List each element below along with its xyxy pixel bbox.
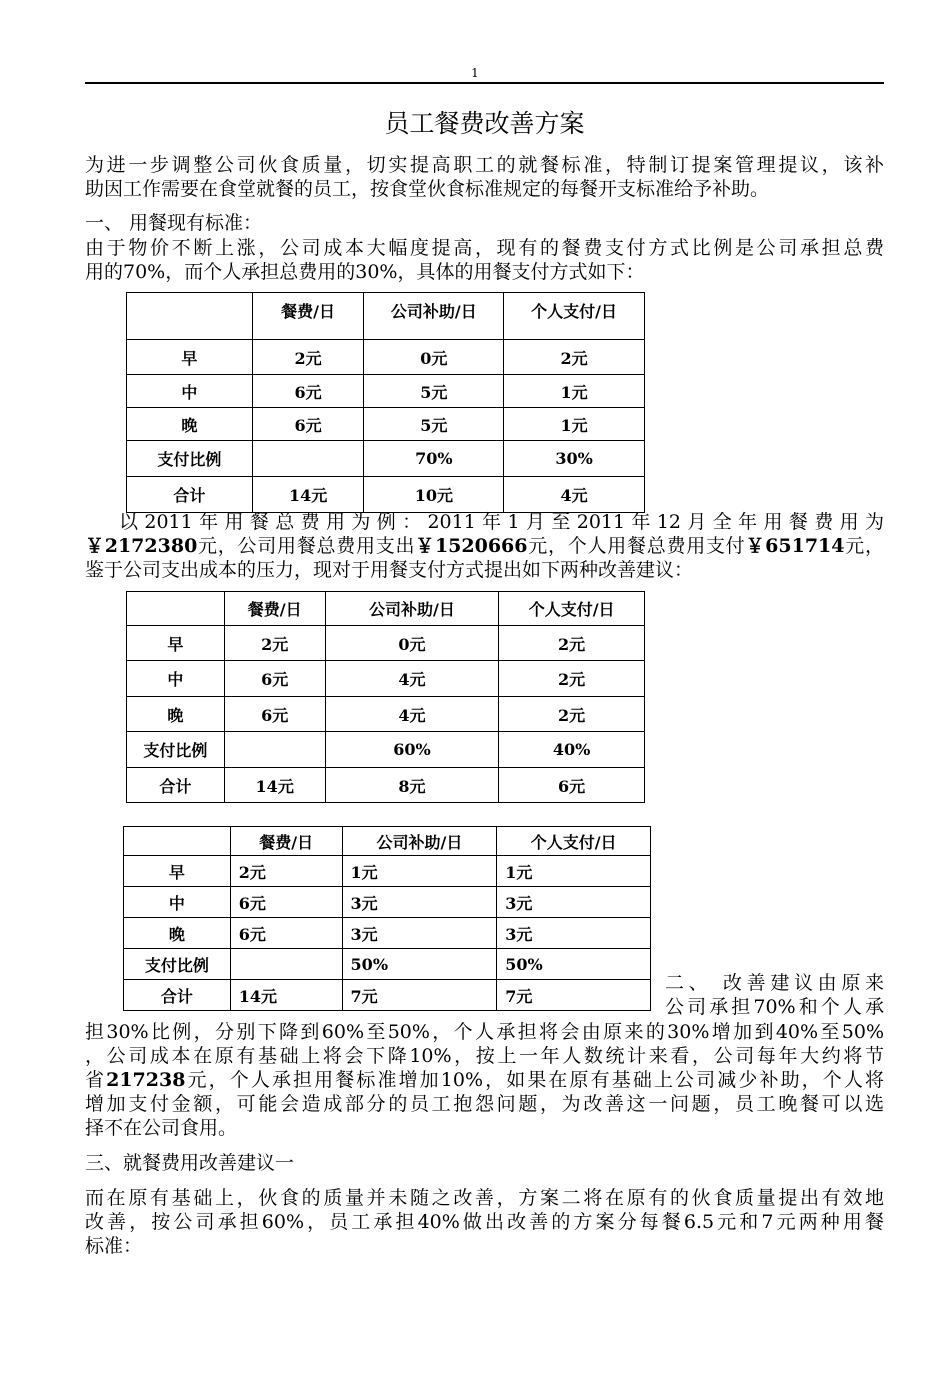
- table-cell: 6元: [252, 375, 364, 408]
- table-cell: 5元: [364, 408, 504, 441]
- table-cell: 晚: [127, 697, 225, 732]
- table-cell: 公司补助/日: [325, 592, 499, 626]
- section3-line-2: 改善，按公司承担60%，员工承担40%做出改善的方案分每餐6.5元和7元两种用餐: [85, 1211, 884, 1233]
- table-row: [127, 661, 645, 697]
- table-cell: 中: [127, 375, 253, 408]
- table-cell: [124, 827, 231, 856]
- table-row: [127, 375, 645, 408]
- table-cell: 50%: [497, 949, 651, 980]
- table-cell: [127, 293, 253, 340]
- text-span: 元，公司用餐总费用支出: [197, 535, 416, 557]
- table-cell: 14元: [224, 768, 325, 803]
- table-cell: 6元: [499, 768, 645, 803]
- table-cell: 公司补助/日: [364, 293, 504, 340]
- table-header-row: [127, 592, 645, 626]
- table-row: [124, 887, 651, 918]
- table-cell: 2元: [504, 340, 645, 375]
- meal-table-proposal-50: [123, 826, 651, 1011]
- text-span: 元，个人用餐总费用支付: [527, 535, 746, 557]
- para2-line-1: 以2011年用餐总费用为例：2011年1月至2011年12月全年用餐费用为: [119, 511, 884, 533]
- table-cell: 合计: [127, 477, 253, 513]
- table-cell: 5元: [364, 375, 504, 408]
- table-cell: 7元: [497, 980, 651, 1011]
- table-cell: [252, 441, 364, 477]
- table-cell: 餐费/日: [252, 293, 364, 340]
- table-row: [124, 949, 651, 980]
- para2-line-2: [85, 534, 884, 558]
- savings-amount: 217238: [106, 1069, 186, 1091]
- table-cell: 70%: [364, 441, 504, 477]
- table-cell: 3元: [342, 918, 497, 949]
- table-header-row: [127, 293, 645, 340]
- table-row: [124, 980, 651, 1011]
- header-rule: [85, 82, 884, 84]
- section3-line-1: 而在原有基础上，伙食的质量并未随之改善，方案二将在原有的伙食质量提出有效地: [85, 1187, 884, 1209]
- table-row: [127, 732, 645, 768]
- table-cell: 早: [127, 340, 253, 375]
- table-row: [127, 768, 645, 803]
- text-span: 省: [85, 1069, 107, 1091]
- section1-heading: 一、 用餐现有标准：: [85, 212, 263, 234]
- section3-line-3: 标准：: [85, 1235, 143, 1257]
- document-title: 员工餐费改善方案: [384, 109, 585, 138]
- para2-line-3: 鉴于公司支出成本的压力，现对于用餐支付方式提出如下两种改善建议：: [85, 559, 694, 581]
- table-cell: 早: [127, 626, 225, 661]
- table-cell: 1元: [497, 856, 651, 887]
- table-row: [127, 340, 645, 375]
- table-cell: 晚: [127, 408, 253, 441]
- intro-line-1: 为进一步调整公司伙食质量，切实提高职工的就餐标准，特制订提案管理提议，该补: [85, 154, 884, 176]
- table-cell: 支付比例: [127, 441, 253, 477]
- section2-side-line-2: 公司承担70%和个人承: [665, 996, 884, 1018]
- section2-line-4: 增加支付金额，可能会造成部分的员工抱怨问题，为改善这一问题，员工晚餐可以选: [85, 1093, 884, 1115]
- table-cell: 6元: [252, 408, 364, 441]
- table-cell: 6元: [224, 661, 325, 697]
- section2-side-line-1: 二、 改善建议由原来: [665, 972, 884, 994]
- table-cell: 3元: [497, 887, 651, 918]
- table-cell: 3元: [342, 887, 497, 918]
- section2-line-2: ，公司成本在原有基础上将会下降10%，按上一年人数统计来看，公司每年大约将节: [85, 1045, 884, 1067]
- table-row: [127, 441, 645, 477]
- table-cell: 2元: [230, 856, 342, 887]
- table-cell: 40%: [499, 732, 645, 768]
- table-cell: 中: [127, 661, 225, 697]
- table-cell: 合计: [124, 980, 231, 1011]
- table-cell: [230, 949, 342, 980]
- table-cell: 1元: [504, 375, 645, 408]
- personal-amount: ￥651714: [745, 535, 845, 557]
- table-row: [127, 477, 645, 513]
- text-span: 元，个人承担用餐标准增加10%，如果在原有基础上公司减少补助，个人将: [185, 1069, 884, 1091]
- section2-line-5: 择不在公司食用。: [85, 1117, 238, 1139]
- table-cell: 个人支付/日: [504, 293, 645, 340]
- table-cell: 4元: [325, 661, 499, 697]
- table-cell: 3元: [497, 918, 651, 949]
- meal-table-current: [126, 292, 645, 513]
- table-cell: 14元: [252, 477, 364, 513]
- table-cell: 中: [124, 887, 231, 918]
- table-cell: 14元: [230, 980, 342, 1011]
- table-cell: 6元: [230, 918, 342, 949]
- table-cell: 1元: [342, 856, 497, 887]
- table-cell: 2元: [224, 626, 325, 661]
- table-cell: 4元: [325, 697, 499, 732]
- table-cell: 60%: [325, 732, 499, 768]
- table-cell: 6元: [230, 887, 342, 918]
- table-cell: [127, 592, 225, 626]
- table-row: [124, 856, 651, 887]
- table-cell: 0元: [325, 626, 499, 661]
- table-cell: 餐费/日: [230, 827, 342, 856]
- table-row: [127, 697, 645, 732]
- table-cell: 2元: [499, 626, 645, 661]
- table-cell: 8元: [325, 768, 499, 803]
- table-row: [127, 408, 645, 441]
- intro-line-2: 助因工作需要在食堂就餐的员工，按食堂伙食标准规定的每餐开支标准给予补助。: [85, 178, 770, 200]
- table-cell: 2元: [252, 340, 364, 375]
- table-cell: 支付比例: [127, 732, 225, 768]
- table-cell: 晚: [124, 918, 231, 949]
- table-cell: 10元: [364, 477, 504, 513]
- table-cell: 1元: [504, 408, 645, 441]
- meal-table-proposal-60: [126, 591, 645, 803]
- company-amount: ￥1520666: [415, 535, 528, 557]
- table-cell: 个人支付/日: [499, 592, 645, 626]
- table-cell: 6元: [224, 697, 325, 732]
- section3-heading: 三、就餐费用改善建议一: [85, 1152, 295, 1174]
- section2-line-3: [85, 1068, 884, 1092]
- section2-line-1: 担30%比例，分别下降到60%至50%，个人承担将会由原来的30%增加到40%至50%: [85, 1021, 884, 1043]
- section1-line-1: 由于物价不断上涨，公司成本大幅度提高，现有的餐费支付方式比例是公司承担总费: [85, 237, 884, 259]
- table-cell: 4元: [504, 477, 645, 513]
- total-amount: ￥2172380: [85, 535, 198, 557]
- table-cell: 餐费/日: [224, 592, 325, 626]
- table-cell: 合计: [127, 768, 225, 803]
- table-header-row: [124, 827, 651, 856]
- section1-line-2: 用的70%，而个人承担总费用的30%，具体的用餐支付方式如下：: [85, 261, 645, 283]
- table-cell: 2元: [499, 697, 645, 732]
- table-cell: 早: [124, 856, 231, 887]
- table-cell: 0元: [364, 340, 504, 375]
- table-cell: [224, 732, 325, 768]
- table-cell: 30%: [504, 441, 645, 477]
- table-cell: 2元: [499, 661, 645, 697]
- table-cell: 7元: [342, 980, 497, 1011]
- table-cell: 50%: [342, 949, 497, 980]
- table-row: [127, 626, 645, 661]
- table-cell: 支付比例: [124, 949, 231, 980]
- table-cell: 个人支付/日: [497, 827, 651, 856]
- table-row: [124, 918, 651, 949]
- page-number: 1: [471, 66, 479, 80]
- table-cell: 公司补助/日: [342, 827, 497, 856]
- text-span: 元，: [844, 535, 885, 557]
